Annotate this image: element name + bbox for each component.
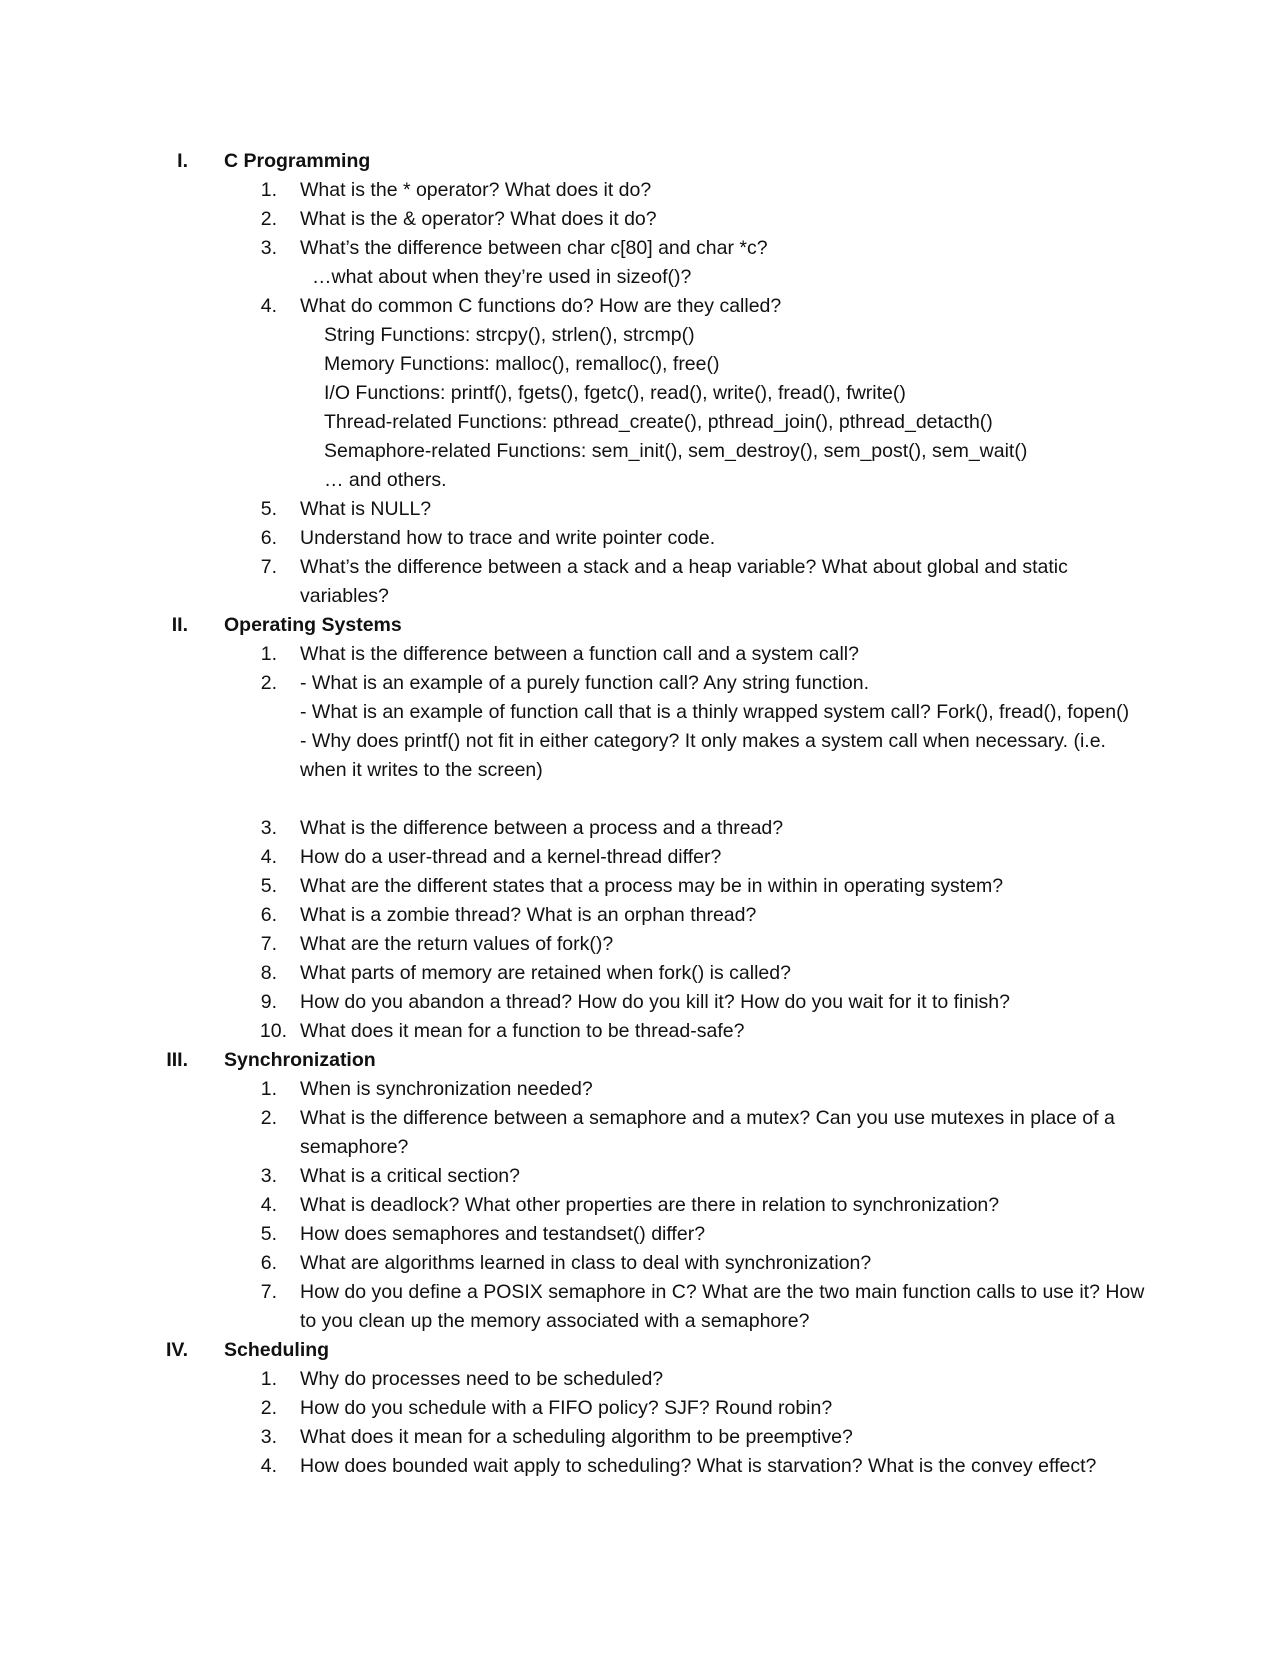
question-text: What are the different states that a process may be in within in operating system? xyxy=(300,875,1004,897)
item-number: 1. xyxy=(260,1078,277,1100)
section-numeral: II. xyxy=(171,614,188,636)
item-number: 7. xyxy=(260,556,277,578)
item-number: 7. xyxy=(260,933,277,955)
question-text: What’s the difference between a stack and a heap variable? What about global and static xyxy=(300,556,1068,578)
section-title: Operating Systems xyxy=(224,614,402,636)
question-text: What is the difference between a function call and a system call? xyxy=(300,643,859,665)
function-group: I/O Functions: printf(), fgets(), fgetc(), read(), write(), fread(), fwrite() xyxy=(324,382,906,404)
item-number: 1. xyxy=(260,643,277,665)
item-number: 2. xyxy=(260,1397,277,1419)
section-title: Synchronization xyxy=(224,1049,376,1071)
question-text: What is the * operator? What does it do? xyxy=(300,179,652,201)
question-text: How do you define a POSIX semaphore in C? What are the two main function calls to use it? How xyxy=(300,1281,1145,1303)
question-text: How do you abandon a thread? How do you kill it? How do you wait for it to finish? xyxy=(300,991,1010,1013)
question-text: - Why does printf() not fit in either category? It only makes a system call when necessary. (i.e. xyxy=(300,730,1106,752)
item-number: 5. xyxy=(260,875,277,897)
section-title: Scheduling xyxy=(224,1339,330,1361)
item-number: 4. xyxy=(260,295,277,317)
question-text: How does semaphores and testandset() differ? xyxy=(300,1223,706,1245)
question-text: What is deadlock? What other properties are there in relation to synchronization? xyxy=(300,1194,1000,1216)
question-text: What is the difference between a process and a thread? xyxy=(300,817,784,839)
item-number: 2. xyxy=(260,672,277,694)
item-number: 4. xyxy=(260,1194,277,1216)
question-text: How do a user-thread and a kernel-thread differ? xyxy=(300,846,722,868)
question-text: What are the return values of fork()? xyxy=(300,933,614,955)
question-text: What is NULL? xyxy=(300,498,432,520)
section-numeral: III. xyxy=(166,1049,188,1071)
question-text: How do you schedule with a FIFO policy? SJF? Round robin? xyxy=(300,1397,833,1419)
function-group: … and others. xyxy=(324,469,447,491)
question-text: What are algorithms learned in class to deal with synchronization? xyxy=(300,1252,872,1274)
question-text: What is the difference between a semaphore and a mutex? Can you use mutexes in place of a xyxy=(300,1107,1115,1129)
item-number: 6. xyxy=(260,1252,277,1274)
question-text: semaphore? xyxy=(300,1136,409,1158)
question-text: Why do processes need to be scheduled? xyxy=(300,1368,664,1390)
item-number: 3. xyxy=(260,1426,277,1448)
item-number: 8. xyxy=(260,962,277,984)
question-text: What parts of memory are retained when fork() is called? xyxy=(300,962,791,984)
function-group: String Functions: strcpy(), strlen(), strcmp() xyxy=(324,324,695,346)
item-number: 4. xyxy=(260,1455,277,1477)
question-text: to you clean up the memory associated with a semaphore? xyxy=(300,1310,810,1332)
item-number: 1. xyxy=(260,179,277,201)
question-text: when it writes to the screen) xyxy=(300,759,543,781)
item-number: 4. xyxy=(260,846,277,868)
item-number: 6. xyxy=(260,527,277,549)
item-number: 7. xyxy=(260,1281,277,1303)
question-text: Understand how to trace and write pointer code. xyxy=(300,527,716,549)
question-text: What is a critical section? xyxy=(300,1165,520,1187)
item-number: 3. xyxy=(260,1165,277,1187)
question-text: What is a zombie thread? What is an orphan thread? xyxy=(300,904,757,926)
section-title: C Programming xyxy=(224,150,371,172)
question-text: What do common C functions do? How are they called? xyxy=(300,295,782,317)
item-number: 3. xyxy=(260,237,277,259)
question-text: What’s the difference between char c[80] and char *c? xyxy=(300,237,768,259)
question-text: - What is an example of a purely function call? Any string function. xyxy=(300,672,870,694)
question-subtext: …what about when they’re used in sizeof()? xyxy=(312,266,692,288)
item-number: 9. xyxy=(260,991,277,1013)
item-number: 6. xyxy=(260,904,277,926)
item-number: 10. xyxy=(259,1020,287,1042)
question-text: variables? xyxy=(300,585,389,607)
item-number: 3. xyxy=(260,817,277,839)
function-group: Memory Functions: malloc(), remalloc(), free() xyxy=(324,353,720,375)
item-number: 1. xyxy=(260,1368,277,1390)
question-text: How does bounded wait apply to scheduling? What is starvation? What is the convey effect? xyxy=(300,1455,1097,1477)
item-number: 5. xyxy=(260,1223,277,1245)
question-text: - What is an example of function call that is a thinly wrapped system call? Fork(), fread(), fopen() xyxy=(300,701,1130,723)
function-group: Thread-related Functions: pthread_create(), pthread_join(), pthread_detacth() xyxy=(324,411,993,433)
question-text: What is the & operator? What does it do? xyxy=(300,208,657,230)
section-numeral: I. xyxy=(177,150,188,172)
section-numeral: IV. xyxy=(165,1339,188,1361)
item-number: 2. xyxy=(260,1107,277,1129)
question-text: What does it mean for a function to be thread-safe? xyxy=(300,1020,745,1042)
function-group: Semaphore-related Functions: sem_init(), sem_destroy(), sem_post(), sem_wait() xyxy=(324,440,1028,462)
item-number: 5. xyxy=(260,498,277,520)
item-number: 2. xyxy=(260,208,277,230)
question-text: When is synchronization needed? xyxy=(300,1078,593,1100)
question-text: What does it mean for a scheduling algorithm to be preemptive? xyxy=(300,1426,853,1448)
